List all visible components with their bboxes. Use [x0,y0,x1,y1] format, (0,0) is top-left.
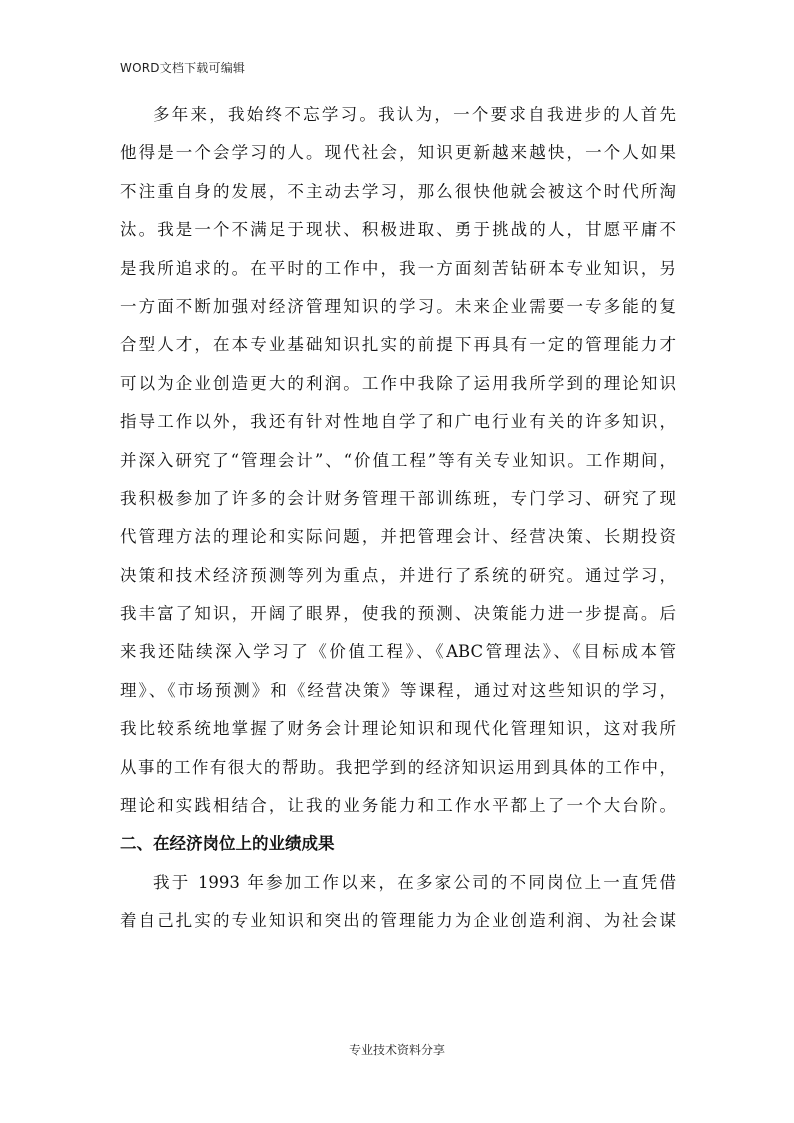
paragraph-line: 合型人才，在本专业基础知识扎实的前提下再具有一定的管理能力才 [120,335,676,355]
paragraph-line: 指导工作以外，我还有针对性地自学了和广电行业有关的许多知识， [120,412,676,432]
paragraph-line: 并深入研究了“管理会计”、“价值工程”等有关专业知识。工作期间， [120,450,676,470]
page-header: WORD文档下载可编辑 [120,61,246,75]
paragraph-line: 可以为企业创造更大的利润。工作中我除了运用我所学到的理论知识 [120,373,676,393]
paragraph-line: 不注重自身的发展，不主动去学习，那么很快他就会被这个时代所淘 [120,181,676,201]
page-footer: 专业技术资料分享 [348,1043,445,1057]
paragraph-line: 理论和实践相结合，让我的业务能力和工作水平都上了一个大台阶。 [120,796,676,816]
paragraph-line: 理》、《市场预测》和《经营决策》等课程，通过对这些知识的学习， [120,680,676,700]
paragraph-line: 决策和技术经济预测等列为重点，并进行了系统的研究。通过学习， [120,565,676,585]
paragraph-line: 一方面不断加强对经济管理知识的学习。未来企业需要一专多能的复 [120,296,676,316]
paragraph-line: 我比较系统地掌握了财务会计理论知识和现代化管理知识，这对我所 [120,719,676,739]
paragraph-line: 代管理方法的理论和实际问题，并把管理会计、经营决策、长期投资 [120,527,676,547]
paragraph-line: 汰。我是一个不满足于现状、积极进取、勇于挑战的人，甘愿平庸不 [120,220,676,240]
paragraph-line: 我积极参加了许多的会计财务管理干部训练班，专门学习、研究了现 [120,488,676,508]
paragraph-line: 来我还陆续深入学习了《价值工程》、《ABC管理法》、《目标成本管 [120,642,676,662]
paragraph-line: 着自己扎实的专业知识和突出的管理能力为企业创造利润、为社会谋 [120,911,676,931]
paragraph-line: 他得是一个会学习的人。现代社会，知识更新越来越快，一个人如果 [120,143,676,163]
document-body [120,96,676,941]
paragraph-line: 我丰富了知识，开阔了眼界，使我的预测、决策能力进一步提高。后 [120,604,676,624]
section-heading: 二、在经济岗位上的业绩成果 [120,834,335,854]
paragraph-line: 是我所追求的。在平时的工作中，我一方面刻苦钻研本专业知识，另 [120,258,676,278]
paragraph-line: 从事的工作有很大的帮助。我把学到的经济知识运用到具体的工作中， [120,757,676,777]
paragraph-line: 我于 1993 年参加工作以来，在多家公司的不同岗位上一直凭借 [153,872,676,892]
paragraph-line: 多年来，我始终不忘学习。我认为，一个要求自我进步的人首先 [153,105,676,124]
